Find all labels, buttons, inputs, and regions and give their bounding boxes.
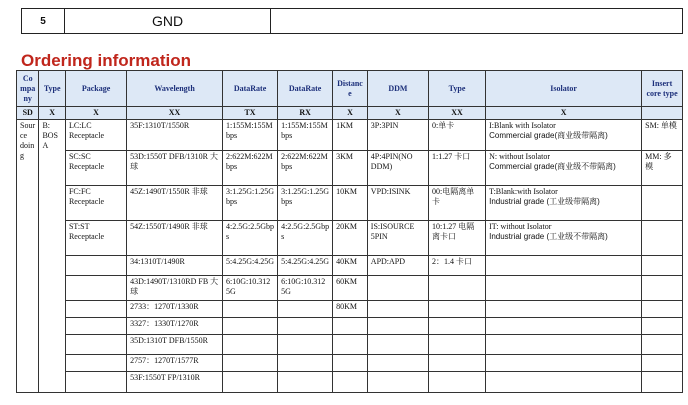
package-cell: LC:LC Receptacle [65,120,126,151]
tx-datarate-cell [223,372,278,393]
wavelength-cell: 35D:1310T DFB/1550R [127,335,223,355]
ddm-cell: VPD:ISINK [367,186,428,221]
wavelength-cell: 45Z:1490T/1550R 非球 [127,186,223,221]
ddm-cell [367,301,428,318]
isolator-cell [486,221,642,256]
table-row [17,256,683,276]
isolator-cell [486,186,642,221]
rx-datarate-cell: 2:622M:622Mbps [278,151,333,186]
insert-core-cell [642,186,683,221]
code-cell: SD [17,107,39,120]
header-row [17,71,683,107]
wavelength-cell: 34:1310T/1490R [127,256,223,276]
ddm-cell [367,355,428,372]
package-cell [65,355,126,372]
distance-cell: 40KM [333,256,368,276]
package-cell: ST:ST Receptacle [65,221,126,256]
isolator-option: I:Blank with Isolator [489,121,556,130]
distance-cell [333,372,368,393]
distance-cell: 80KM [333,301,368,318]
isolator-option: T:Blank:with Isolator [489,187,558,196]
tx-datarate-cell [223,335,278,355]
header-cell: Type [428,71,485,107]
table-row [17,335,683,355]
table-row [17,186,683,221]
type-option-cell: 00:电隔离单卡 [428,186,485,221]
isolator-grade: Commercial grade(商业级不带隔离) [489,162,616,171]
ddm-cell: 3P:3PIN [367,120,428,151]
table-row [17,372,683,393]
table-row [17,151,683,186]
package-cell [65,276,126,301]
ddm-cell: 4P:4PIN(NO DDM) [367,151,428,186]
type-option-cell: 10:1.27 电隔离卡口 [428,221,485,256]
insert-core-cell [642,355,683,372]
wavelength-cell: 35F:1310T/1550R [127,120,223,151]
tx-datarate-cell [223,355,278,372]
table-row [17,301,683,318]
package-cell: FC:FC Receptacle [65,186,126,221]
rx-datarate-cell [278,372,333,393]
package-cell [65,301,126,318]
rx-datarate-cell: 1:155M:155Mbps [278,120,333,151]
header-cell: Package [65,71,126,107]
package-cell [65,335,126,355]
isolator-option: N: without Isolator [489,152,550,161]
rx-datarate-cell [278,318,333,335]
type-option-cell [428,276,485,301]
ddm-cell [367,372,428,393]
table-row [17,221,683,256]
code-cell: TX [223,107,278,120]
insert-core-cell [642,335,683,355]
tx-datarate-cell: 1:155M:155Mbps [223,120,278,151]
type-option-cell: 0:单卡 [428,120,485,151]
code-cell: X [486,107,642,120]
table-row [17,355,683,372]
header-cell: Company [17,71,39,107]
company-cell: Source doing [17,120,39,393]
tx-datarate-cell: 2:622M:622Mbps [223,151,278,186]
isolator-cell [486,335,642,355]
isolator-grade: Commercial grade(商业级带隔离) [489,131,608,140]
code-cell [642,107,683,120]
type-option-cell [428,355,485,372]
insert-core-cell [642,301,683,318]
header-cell: Distance [333,71,368,107]
header-cell: Isolator [486,71,642,107]
header-cell: Insert core type [642,71,683,107]
rx-datarate-cell: 4:2.5G:2.5Gbps [278,221,333,256]
isolator-cell [486,318,642,335]
header-cell: Type [39,71,66,107]
tx-datarate-cell: 4:2.5G:2.5Gbps [223,221,278,256]
table-row [17,276,683,301]
isolator-cell [486,120,642,151]
code-cell: X [333,107,368,120]
rx-datarate-cell: 3:1.25G:1.25Gbps [278,186,333,221]
code-cell: X [367,107,428,120]
rx-datarate-cell [278,355,333,372]
wavelength-cell: 2733：1270T/1330R [127,301,223,318]
table-body [17,120,683,393]
insert-core-cell: MM: 多模 [642,151,683,186]
insert-core-cell [642,318,683,335]
table-row [17,120,683,151]
tx-datarate-cell: 3:1.25G:1.25Gbps [223,186,278,221]
wavelength-cell: 53F:1550T FP/1310R [127,372,223,393]
distance-cell: 3KM [333,151,368,186]
table-row [17,318,683,335]
header-cell: DataRate [278,71,333,107]
distance-cell [333,318,368,335]
tx-datarate-cell [223,301,278,318]
header-cell: Wavelength [127,71,223,107]
isolator-grade: Industrial grade (工业级不带隔离) [489,232,608,241]
pin-description [271,9,683,34]
insert-core-cell [642,372,683,393]
wavelength-cell: 2757：1270T/1577R [127,355,223,372]
isolator-cell [486,276,642,301]
insert-core-cell [642,276,683,301]
distance-cell: 20KM [333,221,368,256]
distance-cell [333,355,368,372]
distance-cell: 60KM [333,276,368,301]
insert-core-cell: SM: 单模 [642,120,683,151]
code-cell: XX [127,107,223,120]
isolator-option: IT: without Isolator [489,222,552,231]
pin-table-row [21,8,683,34]
type-option-cell: 2：1.4 卡口 [428,256,485,276]
type-cell: B: BOSA [39,120,66,393]
rx-datarate-cell [278,335,333,355]
tx-datarate-cell [223,318,278,335]
ddm-cell: IS:ISOURCE 5PIN [367,221,428,256]
pin-number: 5 [22,9,65,34]
distance-cell: 1KM [333,120,368,151]
isolator-grade: Industrial grade (工业级带隔离) [489,197,600,206]
wavelength-cell: 53D:1550T DFB/1310R 大球 [127,151,223,186]
wavelength-cell: 3327：1330T/1270R [127,318,223,335]
isolator-cell [486,151,642,186]
type-option-cell: 1:1.27 卡口 [428,151,485,186]
ordering-table [16,70,683,393]
distance-cell: 10KM [333,186,368,221]
code-cell: X [65,107,126,120]
code-cell: XX [428,107,485,120]
insert-core-cell [642,221,683,256]
type-option-cell [428,301,485,318]
header-cell: DDM [367,71,428,107]
type-option-cell [428,372,485,393]
ddm-cell: APD:APD [367,256,428,276]
code-cell: RX [278,107,333,120]
wavelength-cell: 54Z:1550T/1490R 非球 [127,221,223,256]
type-option-cell [428,318,485,335]
rx-datarate-cell [278,301,333,318]
isolator-cell [486,301,642,318]
rx-datarate-cell: 6:10G:10.3125G [278,276,333,301]
header-cell: DataRate [223,71,278,107]
isolator-cell [486,355,642,372]
tx-datarate-cell: 5:4.25G:4.25G [223,256,278,276]
package-cell: SC:SC Receptacle [65,151,126,186]
package-cell [65,318,126,335]
isolator-cell [486,372,642,393]
tx-datarate-cell: 6:10G:10.3125G [223,276,278,301]
ddm-cell [367,318,428,335]
type-option-cell [428,335,485,355]
pin-name: GND [65,9,271,34]
code-row [17,107,683,120]
ddm-cell [367,335,428,355]
isolator-cell [486,256,642,276]
code-cell: X [39,107,66,120]
distance-cell [333,335,368,355]
package-cell [65,256,126,276]
insert-core-cell [642,256,683,276]
ddm-cell [367,276,428,301]
package-cell [65,372,126,393]
rx-datarate-cell: 5:4.25G:4.25G [278,256,333,276]
section-title: Ordering information [21,51,191,70]
wavelength-cell: 43D:1490T/1310RD FB 大球 [127,276,223,301]
